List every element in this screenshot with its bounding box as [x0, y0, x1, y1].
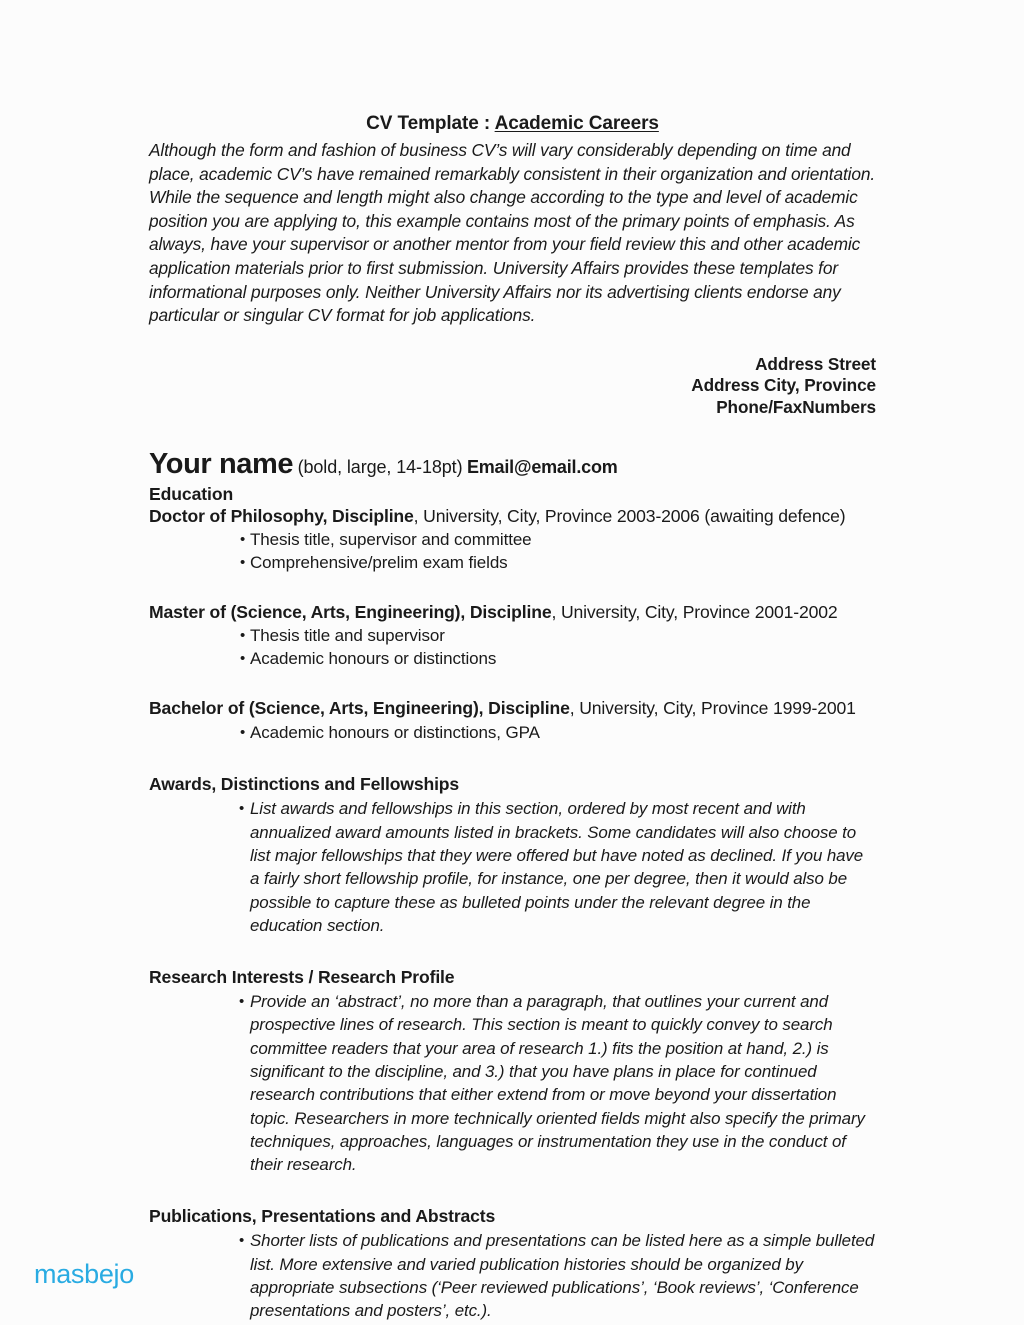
degree-details: , University, City, Province 2003-2006 (awaiting defence)	[413, 505, 846, 526]
email-address: Email@email.com	[466, 457, 618, 478]
list-item: • Thesis title, supervisor and committee	[149, 529, 876, 552]
degree-entry	[149, 697, 876, 744]
degree-bullet-list	[149, 625, 876, 670]
degree-details: , University, City, Province 2001-2002	[551, 602, 838, 622]
document-title	[149, 113, 876, 135]
degree-title: Bachelor of (Science, Arts, Engineering), Discipline	[149, 698, 570, 719]
address-block	[149, 354, 876, 419]
degree-bullet-list	[149, 722, 876, 745]
degree-bullet-list	[149, 529, 876, 574]
watermark-masbejo: masbejo	[34, 1259, 134, 1289]
section-heading: Awards, Distinctions and Fellowships	[149, 774, 460, 795]
degree-entry	[149, 505, 876, 574]
degree-title: Master of (Science, Arts, Engineering), Discipline	[149, 602, 552, 622]
cv-document-body	[149, 113, 876, 1323]
degree-line	[149, 601, 876, 624]
section-body	[239, 1229, 876, 1322]
education-heading: Education	[149, 483, 234, 504]
section-body-text: Provide an ‘abstract’, no more than a paragraph, that outlines your current and prospective lines of research. This section is meant to quickly convey to search committee readers that your area of research 1.) fits the position at hand, 2.) is significant to the discipline, and 3.) that you have plans in place for continued research contributions that either extend from or move beyond your dissertation topic. Researchers in more technically oriented fields might also specify the primary techniques, approaches, languages or instrumentation they use in the conduct of their research.	[250, 992, 865, 1175]
degree-line	[149, 697, 876, 720]
address-street: Address Street	[755, 353, 876, 374]
section-heading: Research Interests / Research Profile	[149, 967, 455, 988]
section-heading: Publications, Presentations and Abstracts	[149, 1206, 496, 1227]
name-line	[149, 448, 876, 481]
section-body-text: List awards and fellowships in this section, ordered by most recent and with annualized award amounts listed in brackets. Some candidates will also choose to list major fellowships that they were offered but have noted as declined. If you have a fairly short fellowship profile, for instance, one per degree, then it would also be possible to capture these as bulleted points under the relevant degree in the education section.	[250, 799, 864, 935]
list-item: • Academic honours or distinctions	[149, 648, 876, 671]
list-item: • Thesis title and supervisor	[149, 625, 876, 648]
degree-title: Doctor of Philosophy, Discipline	[149, 505, 414, 526]
list-item: • Comprehensive/prelim exam fields	[149, 552, 876, 575]
section-body-text: Shorter lists of publications and presentations can be listed here as a simple bulleted list. More extensive and varied publication histories should be organized by appropriate subsections (‘Peer reviewed publications’, ‘Book reviews’, ‘Conference presentations and posters’, etc.).	[250, 1231, 875, 1321]
address-city-province: Address City, Province	[691, 375, 876, 396]
section-body	[239, 990, 876, 1176]
section-research-interests	[149, 967, 876, 1176]
bullet-icon: •	[239, 800, 245, 818]
address-phone-fax: Phone/FaxNumbers	[716, 396, 876, 417]
title-prefix: CV Template :	[366, 113, 495, 134]
section-awards	[149, 774, 876, 937]
section-body	[239, 797, 876, 937]
bullet-icon: •	[239, 1232, 245, 1250]
list-item: • Academic honours or distinctions, GPA	[149, 722, 876, 745]
title-underlined-part: Academic Careers	[494, 113, 659, 134]
bullet-icon: •	[239, 993, 245, 1011]
section-publications	[149, 1206, 876, 1322]
name-format-note: (bold, large, 14-18pt)	[297, 457, 463, 478]
degree-entry	[149, 601, 876, 670]
candidate-name: Your name	[149, 448, 294, 481]
intro-paragraph: Although the form and fashion of business CV’s will vary considerably depending on time and place, academic CV’s have remained remarkably consistent in their organization and orientation. While the sequence and length might also change according to the type and level of academic position you are applying to, this example contains most of the primary points of emphasis. As always, have your supervisor or another mentor from your field review this and other academic application materials prior to first submission. University Affairs provides these templates for informational purposes only. Neither University Affairs nor its advertising clients endorse any particular or singular CV format for job applications.	[149, 140, 876, 326]
degree-line	[149, 505, 876, 528]
degree-details: , University, City, Province 1999-2001	[569, 698, 856, 719]
